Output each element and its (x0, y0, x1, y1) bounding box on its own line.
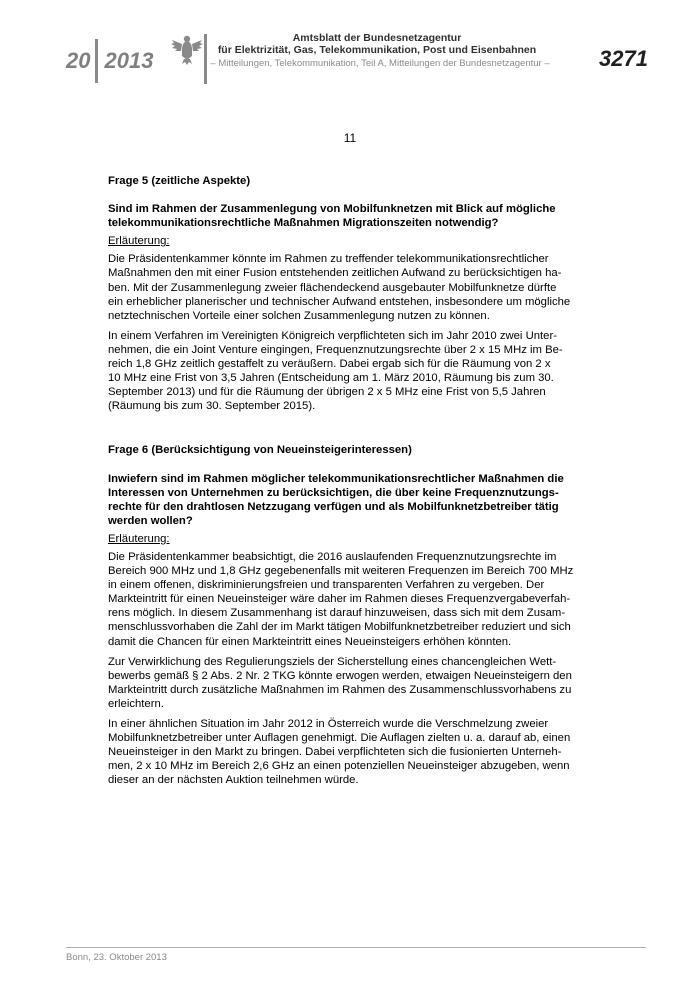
header-divider (204, 34, 207, 84)
footer-rule (66, 947, 646, 948)
publication-subtitle: – Mitteilungen, Telekommunikation, Teil A, Mitteilungen der Bundesnetzagentur – (210, 58, 550, 69)
federal-eagle-icon (170, 32, 204, 66)
issue-number (66, 46, 153, 76)
publication-title (212, 32, 542, 56)
explanation-label: Erläuterung: (108, 235, 170, 248)
paragraph: Die Präsidentenkammer könnte im Rahmen zu treffender telekommunikationsrechtlicher Maßnahmen den mit einer Fusion entstehenden zeitlichen Aufwand zu berücksichtigen ha- ben. Mit der Zusammenlegung zweier flächendeckend ausgebauter Mobilfunknetze dürfte ein erheblicher planerischer und technischer Aufwand entstehen, insbesondere um mögliche netztechnischen Vorteile einer solchen Zusammenlegung nutzen zu können. (108, 253, 571, 322)
paragraph: Die Präsidentenkammer beabsichtigt, die 2016 auslaufenden Frequenznutzungsrechte im Bereich 900 MHz und 1,8 GHz gegebenenfalls mit weiteren Frequenzen im Bereich 700 MHz in einem offenen, diskriminierungsfreien und transparenten Verfahren zu vergeben. Der Markteintritt für einen Neueinsteiger wäre daher im Rahmen dieses Frequenzvergabeverfah- rens möglich. In diesem Zusammenhang ist darauf hinzuweisen, dass sich mit dem Zusam- menschlussvorhaben die Zahl der im Markt tätigen Mobilfunknetzbetreiber reduziert und sich damit die Chancen für einen Markteintritt eines Neueinsteigers erhöhen könnten. (108, 550, 574, 648)
paragraph: In einer ähnlichen Situation im Jahr 2012 in Österreich wurde die Verschmelzung zweier Mobilfunknetzbetreiber unter Auflagen genehmigt. Die Auflagen zielten u. a. darauf ab, einen Neueinsteiger in den Markt zu bringen. Dabei verpflichteten sich die fusionierten Unterneh- men, 2 x 10 MHz im Bereich 2,6 GHz an einen potenziellen Neueinsteiger abzugeben, wenn dieser an der nächsten Auktion teilnehmen würde. (108, 718, 571, 787)
issue-year: 2013 (104, 48, 154, 73)
section-spacer (108, 419, 598, 443)
question-text: Inwiefern sind im Rahmen möglicher telekommunikationsrechtlicher Maßnahmen die Interessen von Unternehmen zu berücksichtigen, die über keine Frequenznutzungs- rechte für den drahtlosen Netzzugang verfügen und als Mobilfunknetzbetreiber tätig werden wollen? (108, 472, 564, 527)
page-number: 3271 (599, 46, 648, 71)
explanation-label: Erläuterung: (108, 532, 170, 545)
question-text: Sind im Rahmen der Zusammenlegung von Mobilfunknetzen mit Blick auf mögliche telekommunikationsrechtliche Maßnahmen Migrationszeiten notwendig? (108, 203, 556, 230)
issue-divider (95, 39, 98, 83)
footer-place-date: Bonn, 23. Oktober 2013 (66, 952, 167, 963)
section-title: Frage 5 (zeitliche Aspekte) (108, 175, 251, 187)
issue-number-text: 20 (66, 48, 91, 73)
document-body (108, 174, 598, 793)
publication-title-line-1: Amtsblatt der Bundesnetzagentur (292, 32, 462, 44)
paragraph: In einem Verfahren im Vereinigten Königreich verpflichteten sich im Jahr 2010 zwei Unter- nehmen, die ein Joint Venture eingingen, Frequenznutzungsrechte über 2 x 15 MHz im Be- reich 1,8 GHz zeitlich gestaffelt zu veräußern. Dabei ergab sich für die Räumung von 2 x 10 MHz eine Frist von 3,5 Jahren (Entscheidung am 1. März 2010, Räumung bis zum 30. September 2013) und für die Räumung der übrigen 2 x 5 MHz eine Frist von 5,5 Jahren (Räumung bis zum 30. September 2015). (108, 329, 563, 413)
inner-page-number: 11 (343, 131, 357, 145)
section-title: Frage 6 (Berücksichtigung von Neueinsteigerinteressen) (108, 444, 412, 457)
publication-title-line-2: für Elektrizität, Gas, Telekommunikation, Post und Eisenbahnen (217, 44, 537, 56)
section-frage-6 (108, 443, 598, 787)
paragraph: Zur Verwirklichung des Regulierungsziels der Sicherstellung eines chancengleichen Wett- bewerbs gemäß § 2 Abs. 2 Nr. 2 TKG könnte erwogen werden, etwaigen Neueinsteigern den Markteintritt durch zusätzliche Maßnahmen im Rahmen des Zusammenschlussvorhabens zu erleichtern. (108, 655, 572, 710)
section-frage-5 (108, 174, 598, 413)
